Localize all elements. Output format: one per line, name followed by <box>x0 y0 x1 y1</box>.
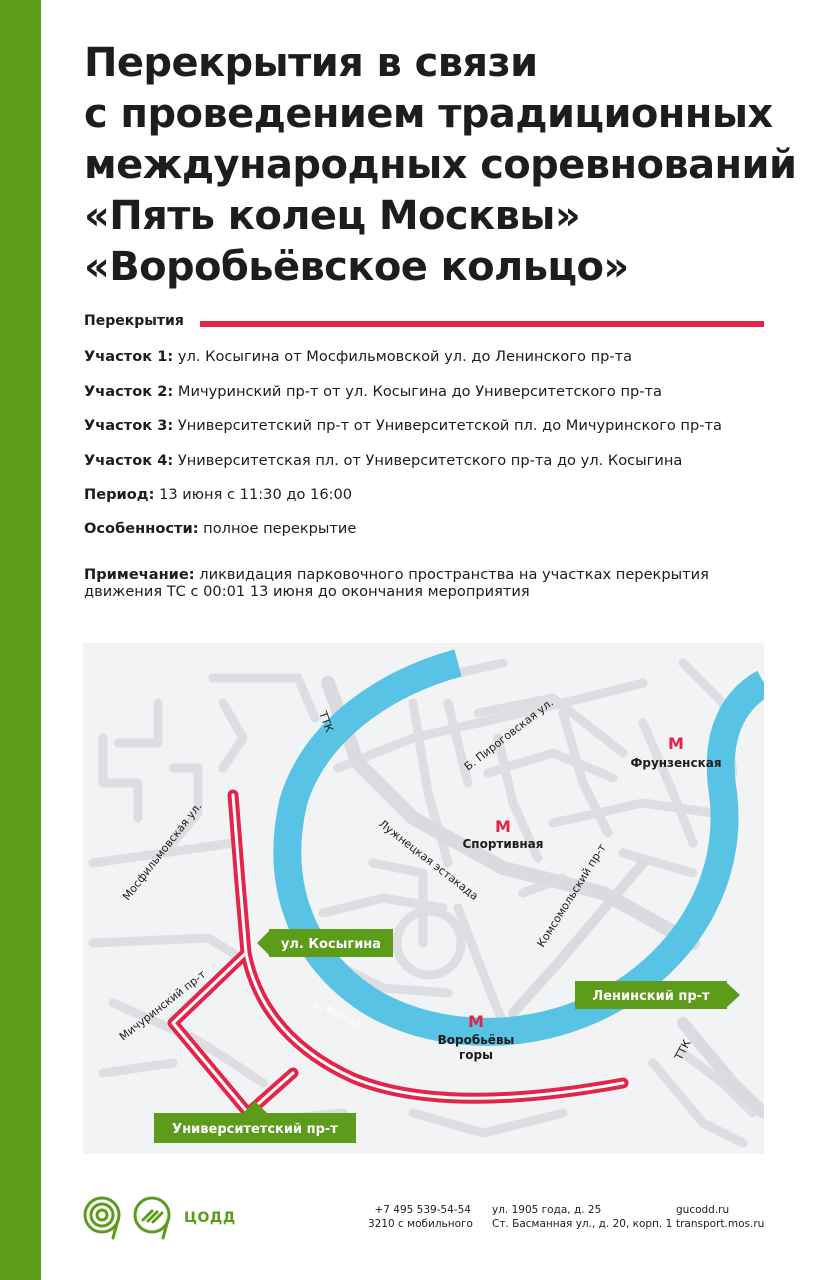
title-line: «Воробьёвское кольцо» <box>84 244 629 290</box>
period-item <box>84 486 352 504</box>
features-item <box>84 520 356 538</box>
address-2: Ст. Басманная ул., д. 20, корп. 1 <box>492 1218 673 1230</box>
metro-name: Воробьёвы <box>437 1033 515 1047</box>
item-label: Участок 4: <box>84 452 174 469</box>
address-1: ул. 1905 года, д. 25 <box>492 1204 602 1216</box>
mosfilmovskaya-label: Мосфильмовская ул. <box>120 799 205 903</box>
metro-name: Спортивная <box>462 837 544 851</box>
logo-text: ЦОДД <box>184 1210 236 1226</box>
sign-leninsky[interactable] <box>575 981 740 1009</box>
ttk-label-top: ТТК <box>316 709 336 734</box>
footer-addresses <box>492 1203 672 1231</box>
closures-section-header <box>84 313 764 333</box>
item-text: Мичуринский пр-т от ул. Косыгина до Университетского пр-та <box>173 383 663 400</box>
item-text: Университетская пл. от Университетского пр-та до ул. Косыгина <box>173 452 683 469</box>
closure-item <box>84 348 632 366</box>
item-label: Период: <box>84 486 155 503</box>
closure-item <box>84 417 722 435</box>
title-line: международных соревнований <box>84 142 797 188</box>
footer-websites <box>676 1203 764 1231</box>
closure-item <box>84 383 662 401</box>
title-line: с проведением традиционных <box>84 91 773 137</box>
pirogovskaya-label: Б. Пироговская ул. <box>461 695 556 774</box>
left-green-bar <box>0 0 41 1280</box>
page-title <box>84 38 804 293</box>
map-svg <box>83 643 764 1154</box>
river-label: р. Москва <box>311 998 363 1031</box>
title-line: Перекрытия в связи <box>84 40 538 86</box>
sign-text: ул. Косыгина <box>280 937 382 952</box>
item-label: Участок 1: <box>84 348 174 365</box>
section-red-rule <box>200 321 764 327</box>
sign-kosygina[interactable] <box>257 929 393 957</box>
closure-map[interactable] <box>83 643 764 1154</box>
metro-icon: М <box>668 734 684 753</box>
footer-phones <box>368 1203 471 1231</box>
closure-item <box>84 452 682 470</box>
michurinsky-label: Мичуринский пр-т <box>116 967 209 1044</box>
section-label: Перекрытия <box>84 313 184 329</box>
website-transport[interactable]: transport.mos.ru <box>676 1218 765 1230</box>
metro-icon: М <box>495 817 511 836</box>
item-text: ул. Косыгина от Мосфильмовской ул. до Ленинского пр-та <box>173 348 633 365</box>
note-text-line2: движения ТС с 00:01 13 июня до окончания мероприятия <box>84 583 530 600</box>
note-paragraph <box>84 566 774 600</box>
komsomolsky-label: Комсомольский пр-т <box>534 841 609 950</box>
metro-name: горы <box>459 1048 493 1062</box>
title-line: «Пять колец Москвы» <box>84 193 581 239</box>
item-label: Особенности: <box>84 520 199 537</box>
phone-mobile: 3210 с мобильного <box>368 1218 473 1230</box>
item-text: 13 июня с 11:30 до 16:00 <box>154 486 353 503</box>
sign-text: Университетский пр-т <box>172 1122 338 1137</box>
item-label: Участок 3: <box>84 417 174 434</box>
item-label: Участок 2: <box>84 383 174 400</box>
sign-text: Ленинский пр-т <box>592 989 710 1004</box>
note-label: Примечание: <box>84 566 195 583</box>
phone-primary[interactable]: +7 495 539-54-54 <box>374 1204 471 1216</box>
item-text: полное перекрытие <box>198 520 357 537</box>
metro-name: Фрунзенская <box>630 756 722 770</box>
luzhnetskaya-label: Лужнецкая эстакада <box>376 817 481 903</box>
item-text: Университетский пр-т от Университетской пл. до Мичуринского пр-та <box>173 417 722 434</box>
website-gucodd[interactable]: gucodd.ru <box>676 1204 730 1216</box>
note-text-line1: ликвидация парковочного пространства на участках перекрытия <box>194 566 709 583</box>
ttk-label-right: ТТК <box>672 1037 694 1063</box>
metro-icon: М <box>468 1012 484 1031</box>
